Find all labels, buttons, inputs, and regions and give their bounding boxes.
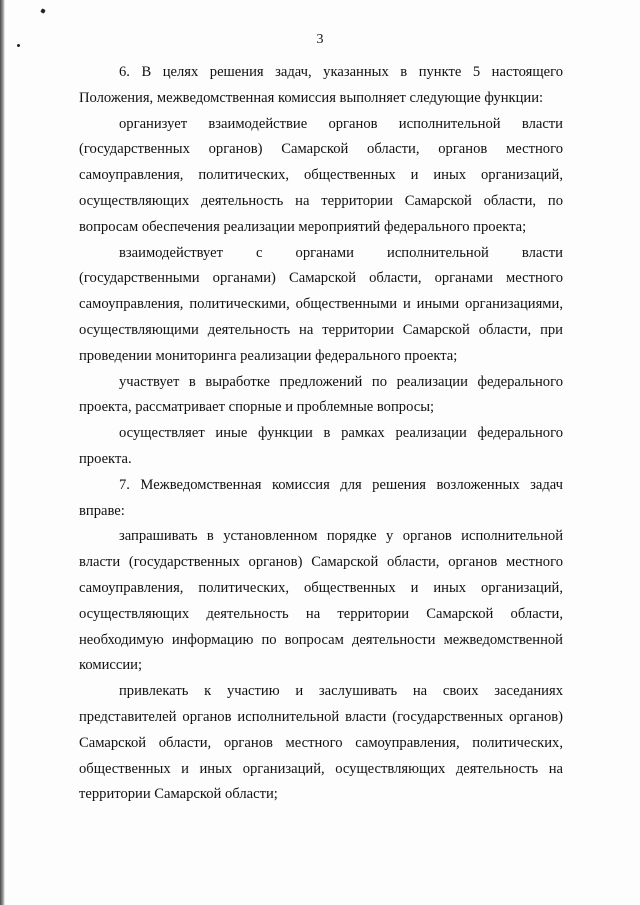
paragraph-function-other: осуществляет иные функции в рамках реализации федерального проекта. bbox=[79, 425, 563, 467]
page-number: 3 bbox=[316, 32, 324, 47]
paragraph-right-invite: привлекать к участию и заслушивать на своих заседаниях представителей органов исполнительной власти (государственных органов) Самарской области, органов местного самоуправления, политических, общественных и иных организаций, осуществляющих деятельность на территории Самарской области; bbox=[79, 683, 563, 803]
paragraph-function-interacts: взаимодействует с органами исполнительной власти (государственными органами) Самарской области, органами местного самоуправления, политическими, общественными и иными организациями, осуществляющими деятельность на территории Самарской области, при проведении мониторинга реализации федерального проекта; bbox=[79, 244, 563, 364]
paragraph-function-participates: участвует в выработке предложений по реализации федерального проекта, рассматривает спорные и проблемные вопросы; bbox=[79, 373, 563, 416]
scan-speck bbox=[40, 8, 45, 13]
paragraph-item-7: 7. Межведомственная комиссия для решения возложенных задач вправе: bbox=[79, 476, 563, 519]
document-body bbox=[79, 60, 563, 808]
paragraph-function-organizes: организует взаимодействие органов исполнительной власти (государственных органов) Самарской области, органов местного самоуправления, политических, общественных и иных организаций, осуществляющих деятельность на территории Самарской области, по вопросам обеспечения реализации мероприятий федерального проекта; bbox=[79, 115, 563, 235]
scan-edge-shadow bbox=[0, 0, 5, 905]
paragraph-item-6: 6. В целях решения задач, указанных в пункте 5 настоящего Положения, межведомственная комиссия выполняет следующие функции: bbox=[79, 64, 563, 106]
paragraph-right-request: запрашивать в установленном порядке у органов исполнительной власти (государственных органов) Самарской области, органов местного самоуправления, политических, общественных и иных организаций, осуществляющих деятельность на территории Самарской области, необходимую информацию по вопросам деятельности межведомственной комиссии; bbox=[79, 528, 563, 674]
